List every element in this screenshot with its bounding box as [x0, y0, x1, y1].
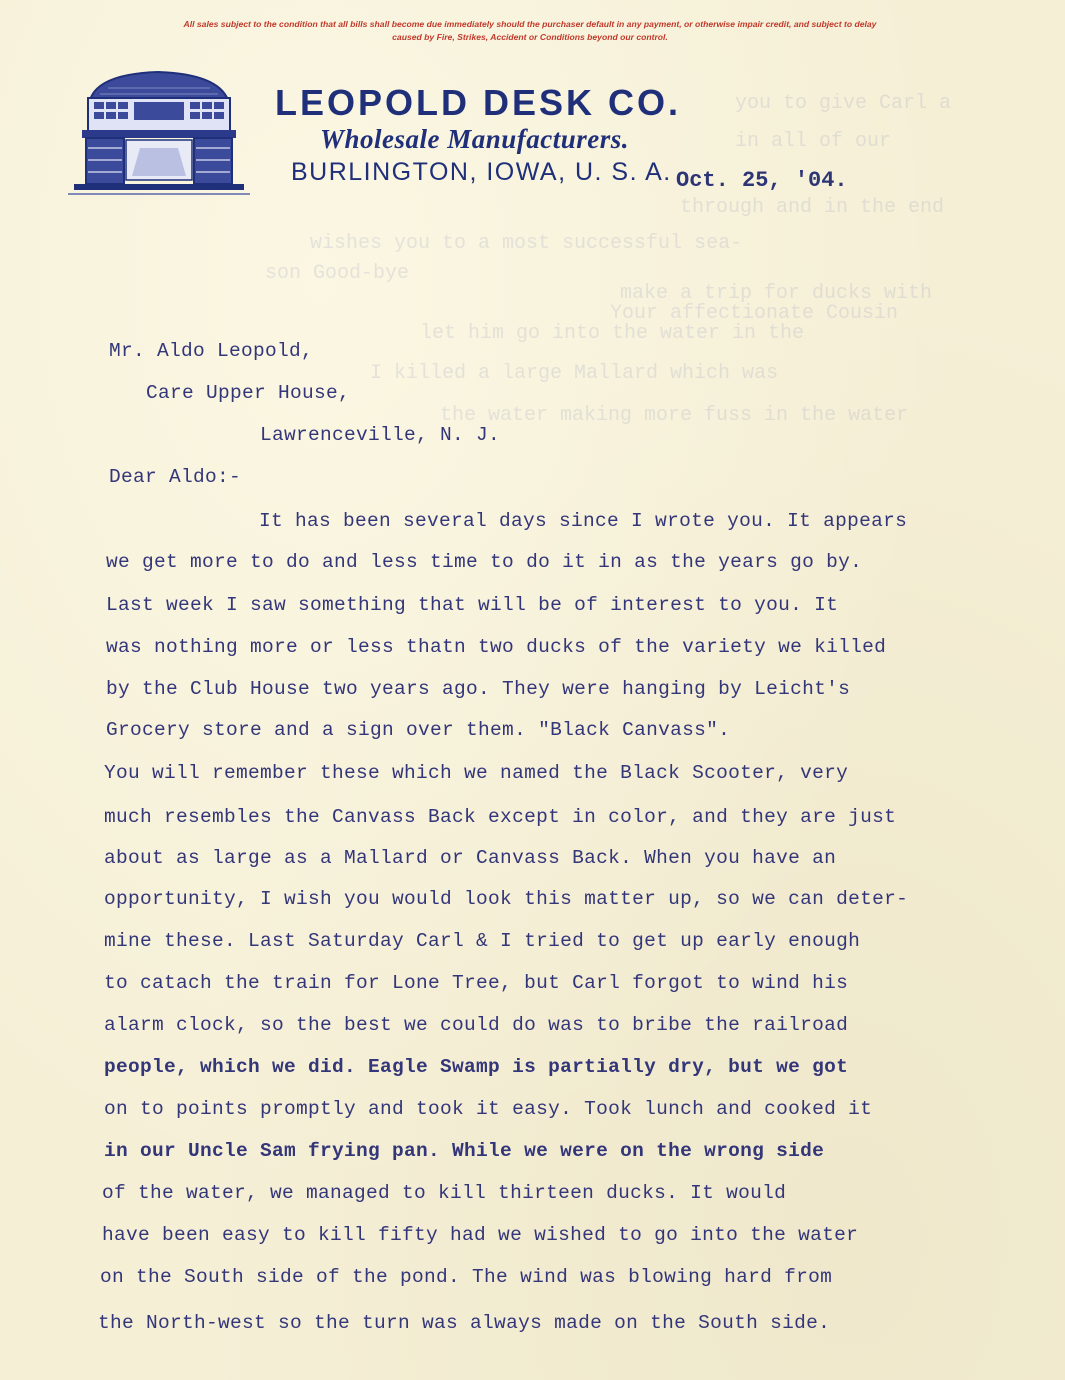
showthrough-line: I killed a large Mallard which was	[370, 362, 779, 385]
company-name: LEOPOLD DESK CO.	[275, 82, 682, 123]
body-line: Last week I saw something that will be of interest to you. It	[106, 594, 839, 616]
showthrough-line: let him go into the water in the	[420, 322, 805, 345]
roll-top-desk-icon	[68, 68, 250, 198]
recipient-care-of: Care Upper House,	[146, 382, 351, 404]
body-line: in our Uncle Sam frying pan. While we were on the wrong side	[104, 1140, 825, 1162]
body-line: mine these. Last Saturday Carl & I tried to get up early enough	[104, 930, 861, 952]
body-line: Grocery store and a sign over them. "Black Canvass".	[106, 719, 731, 741]
showthrough-line: in all of our	[735, 130, 892, 153]
body-line: about as large as a Mallard or Canvass Back. When you have an	[104, 847, 837, 869]
showthrough-line: through and in the end	[680, 196, 945, 219]
showthrough-line: you to give Carl a	[735, 92, 952, 115]
body-line: on to points promptly and took it easy. Took lunch and cooked it	[104, 1098, 873, 1120]
showthrough-line: the water making more fuss in the water	[440, 404, 909, 427]
showthrough-line: wishes you to a most successful sea-	[310, 232, 743, 255]
body-line: the North-west so the turn was always made on the South side.	[98, 1312, 831, 1334]
body-line: have been easy to kill fifty had we wished to go into the water	[102, 1224, 859, 1246]
disclaimer-line-2: caused by Fire, Strikes, Accident or Conditions beyond our control.	[392, 32, 668, 42]
body-line: was nothing more or less thatn two ducks of the variety we killed	[106, 636, 887, 658]
body-line: by the Club House two years ago. They were hanging by Leicht's	[106, 678, 851, 700]
company-city: BURLINGTON, IOWA, U. S. A.	[291, 158, 672, 186]
body-line: of the water, we managed to kill thirteen ducks. It would	[102, 1182, 787, 1204]
showthrough-line: Your affectionate Cousin	[610, 302, 899, 325]
body-line: opportunity, I wish you would look this matter up, so we can deter-	[104, 888, 909, 910]
body-line: we get more to do and less time to do it in as the years go by.	[106, 551, 863, 573]
recipient-name: Mr. Aldo Leopold,	[109, 340, 314, 362]
sales-disclaimer	[100, 18, 960, 44]
body-line: on the South side of the pond. The wind was blowing hard from	[100, 1266, 833, 1288]
showthrough-line: make a trip for ducks with	[620, 282, 933, 305]
disclaimer-line-1: All sales subject to the condition that all bills shall become due immediately should the purchaser default in any payment, or otherwise impair credit, and subject to delay	[183, 19, 877, 29]
letter-date: Oct. 25, '04.	[676, 168, 848, 193]
body-line: to catach the train for Lone Tree, but Carl forgot to wind his	[104, 972, 849, 994]
body-line: people, which we did. Eagle Swamp is partially dry, but we got	[104, 1056, 849, 1078]
recipient-city: Lawrenceville, N. J.	[260, 424, 501, 446]
showthrough-line: son Good-bye	[265, 262, 410, 285]
company-tagline: Wholesale Manufacturers.	[320, 124, 630, 154]
body-line: alarm clock, so the best we could do was to bribe the railroad	[104, 1014, 849, 1036]
body-line: much resembles the Canvass Back except in color, and they are just	[104, 806, 897, 828]
body-line: You will remember these which we named the Black Scooter, very	[104, 762, 849, 784]
salutation: Dear Aldo:-	[109, 466, 242, 488]
body-line: It has been several days since I wrote you. It appears	[259, 510, 908, 532]
